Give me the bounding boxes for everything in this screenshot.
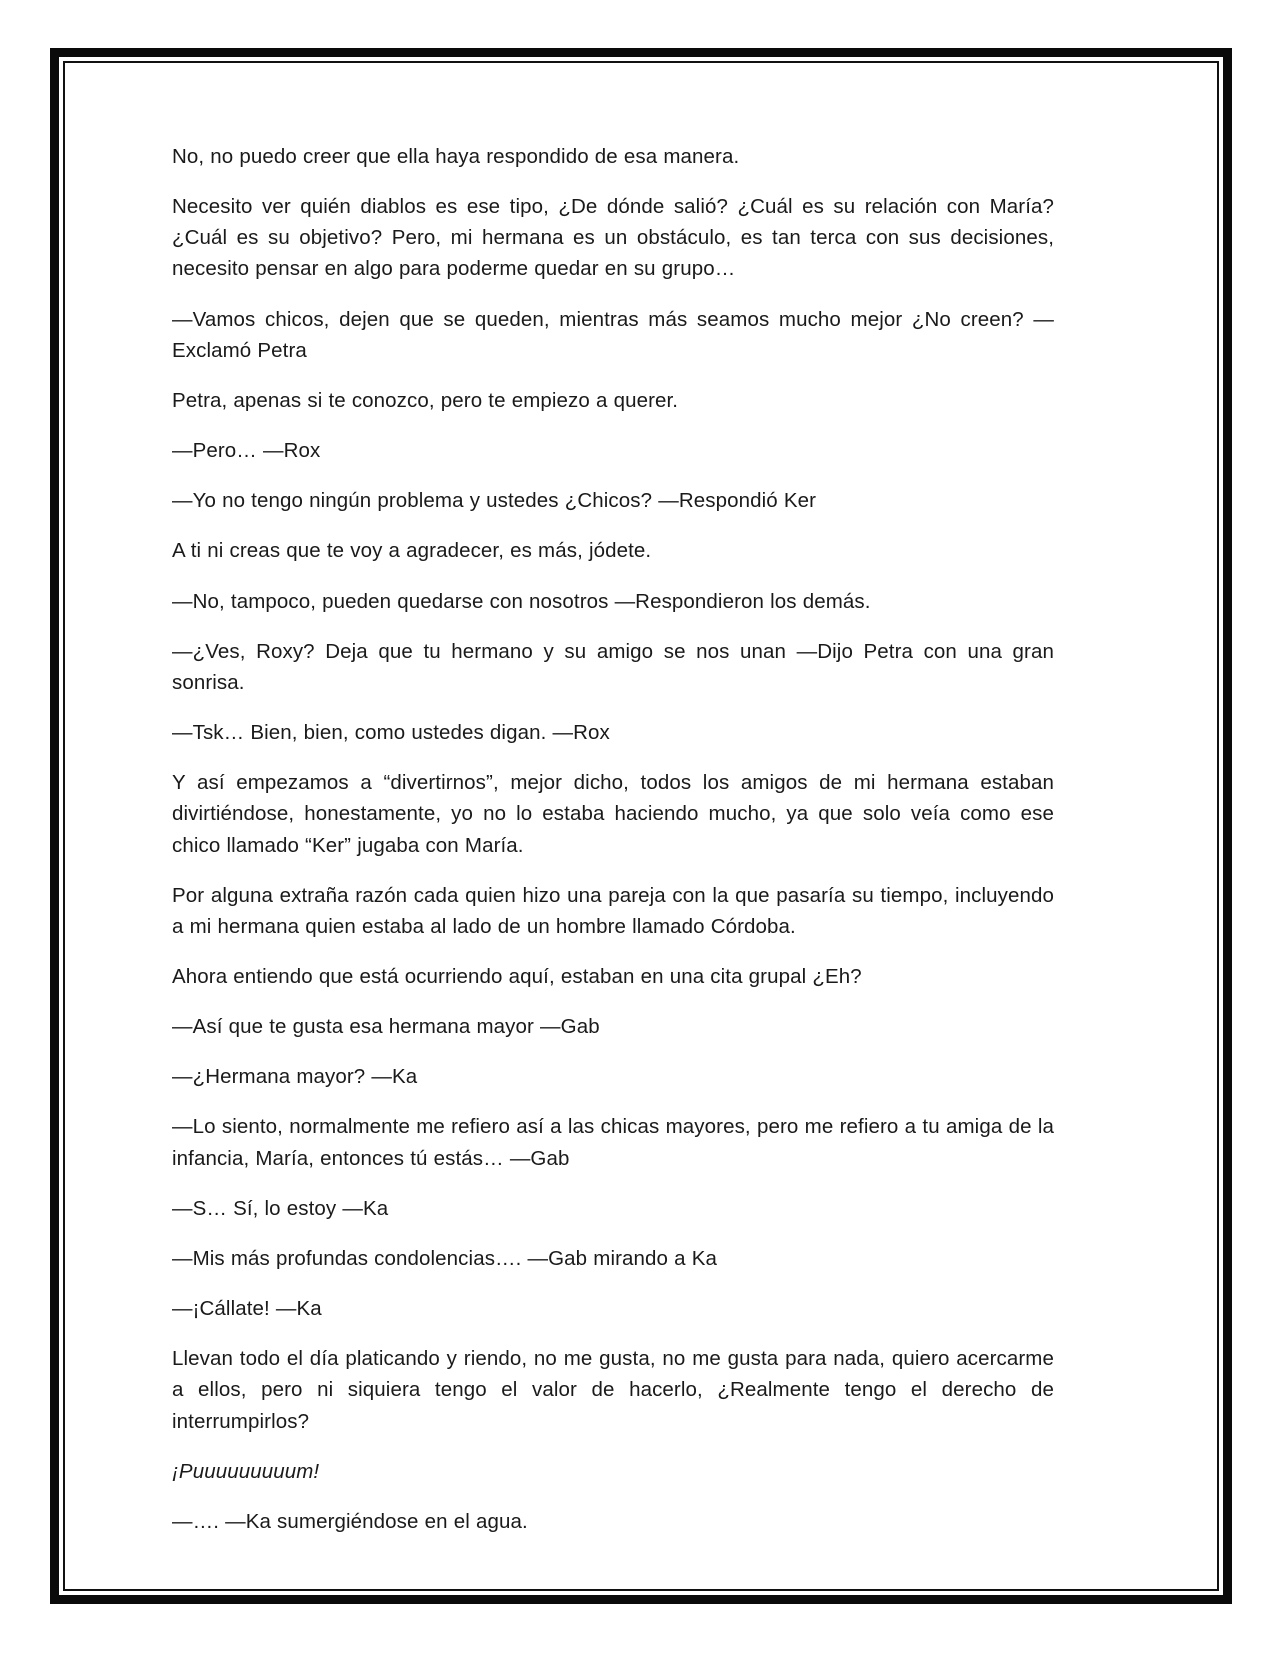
- paragraph-dialogue: —¿Hermana mayor? —Ka: [172, 1065, 418, 1089]
- paragraph: Llevan todo el día platicando y riendo, no me gusta, no me gusta para nada, quiero acercarme a ellos, pero ni siquiera tengo el valor de hacerlo, ¿Realmente tengo el derecho de interrumpirlos?: [172, 1347, 1054, 1433]
- paragraph: Por alguna extraña razón cada quien hizo una pareja con la que pasaría su tiempo, incluyendo a mi hermana quien estaba al lado de un hombre llamado Córdoba.: [172, 883, 1054, 938]
- paragraph-dialogue: —¿Ves, Roxy? Deja que tu hermano y su amigo se nos unan —Dijo Petra con una gran sonrisa.: [172, 639, 1054, 694]
- paragraph: Petra, apenas si te conozco, pero te empiezo a querer.: [172, 388, 679, 412]
- paragraph-dialogue: —Vamos chicos, dejen que se queden, mientras más seamos mucho mejor ¿No creen? —Exclamó Petra: [172, 307, 1054, 362]
- page-border-outer: [50, 48, 1232, 1604]
- paragraph-dialogue: —No, tampoco, pueden quedarse con nosotros —Respondieron los demás.: [172, 589, 871, 613]
- paragraph: Y así empezamos a “divertirnos”, mejor dicho, todos los amigos de mi hermana estaban divirtiéndose, honestamente, yo no lo estaba haciendo mucho, ya que solo veía como ese chico llamado “Ker” jugaba con María.: [172, 771, 1054, 857]
- paragraph: No, no puedo creer que ella haya respondido de esa manera.: [172, 145, 740, 168]
- paragraph-dialogue: —Mis más profundas condolencias…. —Gab mirando a Ka: [172, 1246, 718, 1270]
- paragraph-dialogue: —…. —Ka sumergiéndose en el agua.: [172, 1509, 528, 1533]
- paragraph: Necesito ver quién diablos es ese tipo, ¿De dónde salió? ¿Cuál es su relación con María? ¿Cuál es su objetivo? Pero, mi hermana es un obstáculo, es tan terca con sus decisiones, necesito pensar en algo para poderme quedar en su grupo…: [172, 195, 1054, 281]
- paragraph: A ti ni creas que te voy a agradecer, es más, jódete.: [172, 539, 652, 563]
- paragraph-dialogue: —Yo no tengo ningún problema y ustedes ¿Chicos? —Respondió Ker: [172, 489, 817, 513]
- paragraph-dialogue: —S… Sí, lo estoy —Ka: [172, 1196, 389, 1220]
- page-border-inner: [63, 61, 1219, 1591]
- paragraph-dialogue: —Pero… —Rox: [172, 439, 321, 463]
- paragraph-onomatopoeia: ¡Puuuuuuuuum!: [172, 1459, 320, 1483]
- paragraph-dialogue: —Así que te gusta esa hermana mayor —Gab: [172, 1015, 600, 1039]
- paragraph-dialogue: —¡Cállate! —Ka: [172, 1297, 322, 1321]
- body-text-column: [172, 141, 1054, 1537]
- paragraph-dialogue: —Lo siento, normalmente me refiero así a las chicas mayores, pero me refiero a tu amiga de la infancia, María, entonces tú estás… —Gab: [172, 1115, 1054, 1170]
- paragraph-dialogue: —Tsk… Bien, bien, como ustedes digan. —Rox: [172, 721, 610, 745]
- paragraph: Ahora entiendo que está ocurriendo aquí, estaban en una cita grupal ¿Eh?: [172, 964, 862, 988]
